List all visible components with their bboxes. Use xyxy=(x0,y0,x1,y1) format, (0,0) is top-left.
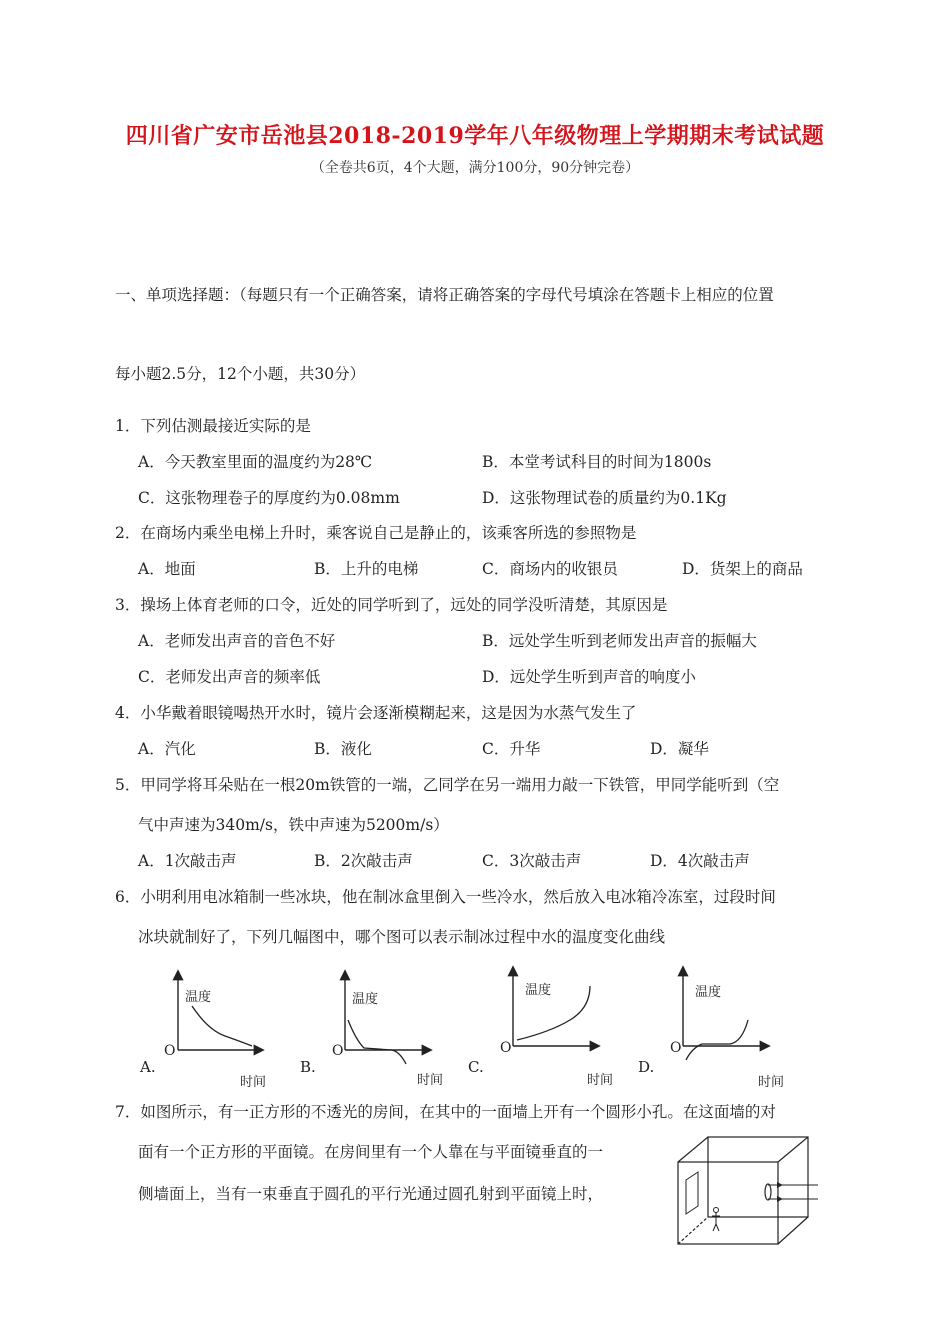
graph-d-xlabel: 时间 xyxy=(758,1075,785,1090)
round-hole xyxy=(765,1184,771,1200)
graph-d-letter: D. xyxy=(638,1058,655,1076)
q4-stem: 4．小华戴着眼镜喝热开水时，镜片会逐渐模糊起来，这是因为水蒸气发生了 xyxy=(115,704,637,722)
q5-option-b: B．2次敲击声 xyxy=(314,852,413,870)
light-arrow-top xyxy=(777,1182,783,1188)
q5-stem-line1: 5．甲同学将耳朵贴在一根20m铁管的一端，乙同学在另一端用力敲一下铁管，甲同学能听到（空 xyxy=(115,776,780,794)
q1-option-c: C．这张物理卷子的厚度约为0.08mm xyxy=(138,489,400,507)
page-title: 四川省广安市岳池县2018-2019学年八年级物理上学期期末考试试题 xyxy=(125,123,825,149)
q4-option-a: A．汽化 xyxy=(138,740,196,758)
graph-b-ylabel: 温度 xyxy=(352,992,379,1007)
graph-c-origin: O xyxy=(500,1040,512,1056)
q3-stem: 3．操场上体育老师的口令，近处的同学听到了，远处的同学没听清楚，其原因是 xyxy=(115,596,668,614)
q7-line1: 7．如图所示，有一正方形的不透光的房间，在其中的一面墙上开有一个圆形小孔。在这面墙的对 xyxy=(115,1103,776,1121)
graph-d-ylabel: 温度 xyxy=(695,985,722,1000)
graph-a xyxy=(139,972,266,1090)
graph-d-origin: O xyxy=(670,1040,682,1056)
graph-c-letter: C. xyxy=(468,1058,484,1076)
graph-a-curve xyxy=(192,1006,252,1046)
section-heading-line1: 一、单项选择题：（每题只有一个正确答案，请将正确答案的字母代号填涂在答题卡上相应的位置 xyxy=(115,286,774,304)
q5-stem-line2: 气中声速为340m/s，铁中声速为5200m/s） xyxy=(138,816,449,834)
q1-stem: 1．下列估测最接近实际的是 xyxy=(115,417,311,435)
graph-c xyxy=(468,968,613,1088)
graph-a-origin: O xyxy=(164,1043,176,1059)
q1-option-d: D．这张物理试卷的质量约为0.1Kg xyxy=(482,489,727,507)
graph-b-curve xyxy=(348,1020,406,1064)
q5-option-c: C．3次敲击声 xyxy=(482,852,582,870)
graph-a-xlabel: 时间 xyxy=(240,1075,267,1090)
graph-d xyxy=(638,968,784,1090)
q2-option-a: A．地面 xyxy=(138,560,196,578)
graph-b xyxy=(300,972,443,1088)
q3-option-a: A．老师发出声音的音色不好 xyxy=(138,632,336,650)
q2-stem: 2．在商场内乘坐电梯上升时，乘客说自己是静止的，该乘客所选的参照物是 xyxy=(115,524,637,542)
q5-option-a: A．1次敲击声 xyxy=(138,852,237,870)
q7-line3: 侧墙面上，当有一束垂直于圆孔的平行光通过圆孔射到平面镜上时， xyxy=(138,1185,604,1203)
q4-option-c: C．升华 xyxy=(482,740,541,758)
q1-option-b: B．本堂考试科目的时间为1800s xyxy=(482,453,712,471)
person-figure xyxy=(712,1208,720,1232)
graph-a-letter: A. xyxy=(140,1058,156,1076)
light-arrow-bottom xyxy=(777,1196,783,1202)
graph-b-xlabel: 时间 xyxy=(417,1073,444,1088)
q2-option-c: C．商场内的收银员 xyxy=(482,560,618,578)
q3-option-d: D．远处学生听到声音的响度小 xyxy=(482,668,696,686)
graph-c-xlabel: 时间 xyxy=(587,1073,614,1088)
graph-b-origin: O xyxy=(332,1043,344,1059)
q6-stem-line2: 冰块就制好了，下列几幅图中，哪个图可以表示制冰过程中水的温度变化曲线 xyxy=(138,928,666,946)
q3-option-b: B．远处学生听到老师发出声音的振幅大 xyxy=(482,632,757,650)
q3-option-c: C．老师发出声音的频率低 xyxy=(138,668,321,686)
q1-option-a: A．今天教室里面的温度约为28℃ xyxy=(138,453,373,471)
graph-d-curve xyxy=(686,1020,748,1060)
q2-option-b: B．上升的电梯 xyxy=(314,560,419,578)
q2-option-d: D．货架上的商品 xyxy=(682,560,803,578)
graph-c-ylabel: 温度 xyxy=(525,983,552,998)
room-front-face xyxy=(678,1162,778,1244)
q6-stem-line1: 6．小明利用电冰箱制一些冰块，他在制冰盒里倒入一些冷水，然后放入电冰箱冷冻室，过段时间 xyxy=(115,888,776,906)
mirror xyxy=(686,1172,698,1214)
q7-room-diagram xyxy=(668,1132,833,1252)
graph-a-ylabel: 温度 xyxy=(185,990,212,1005)
q7-line2: 面有一个正方形的平面镜。在房间里有一个人靠在与平面镜垂直的一 xyxy=(138,1143,604,1161)
page-subtitle: （全卷共6页，4个大题，满分100分，90分钟完卷） xyxy=(310,160,640,176)
section-heading-line2: 每小题2.5分，12个小题，共30分） xyxy=(115,365,366,383)
graph-b-letter: B. xyxy=(300,1058,316,1076)
q5-option-d: D．4次敲击声 xyxy=(650,852,750,870)
q4-option-b: B．液化 xyxy=(314,740,372,758)
q4-option-d: D．凝华 xyxy=(650,740,709,758)
q6-graphs xyxy=(130,960,810,1095)
